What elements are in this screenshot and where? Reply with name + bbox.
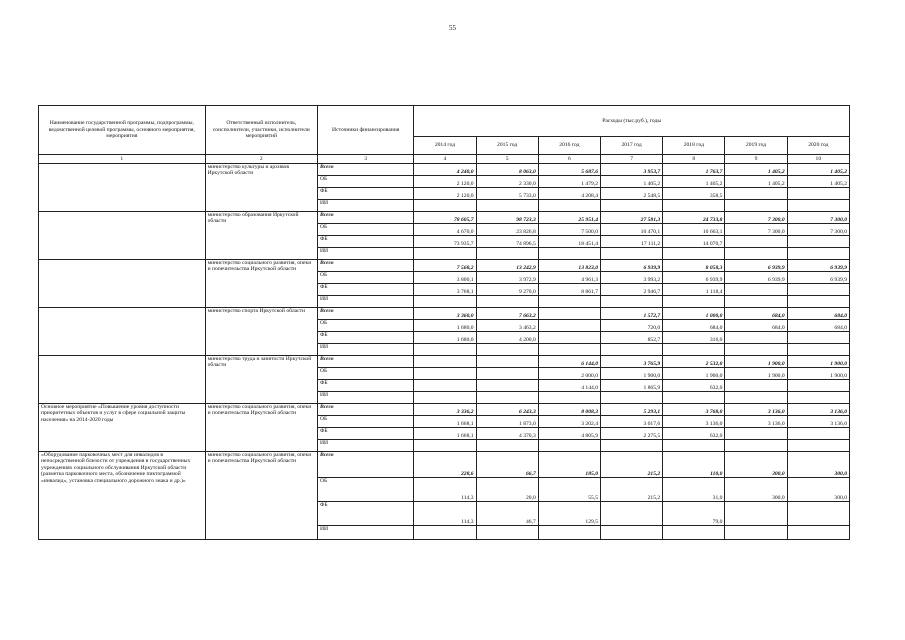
header-year: 2017 год bbox=[601, 137, 663, 155]
amount-cell bbox=[601, 502, 663, 526]
amount-cell bbox=[787, 440, 849, 452]
amount-cell: 7 300,0 bbox=[787, 224, 849, 236]
amount-cell: 3 768,1 bbox=[414, 284, 476, 296]
amount-cell: 74 896,5 bbox=[476, 236, 538, 248]
amount-cell: 684,0 bbox=[725, 308, 787, 320]
amount-cell: 3 993,2 bbox=[601, 272, 663, 284]
amount-cell: 98 723,3 bbox=[476, 212, 538, 224]
amount-cell bbox=[538, 344, 600, 356]
amount-cell bbox=[414, 368, 476, 380]
amount-cell bbox=[414, 392, 476, 404]
amount-cell: 1 405,2 bbox=[663, 176, 725, 188]
amount-cell: 1 680,0 bbox=[414, 332, 476, 344]
amount-cell bbox=[787, 188, 849, 200]
amount-cell: 46,7 bbox=[476, 502, 538, 526]
amount-cell bbox=[538, 332, 600, 344]
amount-cell: 3 136,0 bbox=[787, 404, 849, 416]
funding-source: ОБ bbox=[318, 478, 414, 502]
funding-source: ОБ bbox=[318, 224, 414, 236]
amount-cell: 27 581,3 bbox=[601, 212, 663, 224]
amount-cell: 10 470,1 bbox=[601, 224, 663, 236]
budget-table bbox=[38, 105, 850, 540]
amount-cell bbox=[725, 332, 787, 344]
funding-source: ОБ bbox=[318, 176, 414, 188]
amount-cell bbox=[725, 380, 787, 392]
header-source: Источники финансирования bbox=[318, 106, 414, 155]
amount-cell: 1 405,2 bbox=[725, 164, 787, 176]
funding-source: Всего bbox=[318, 404, 414, 416]
amount-cell: 228,6 bbox=[414, 452, 476, 478]
amount-cell: 8 058,3 bbox=[663, 260, 725, 272]
amount-cell bbox=[414, 380, 476, 392]
column-number: 5 bbox=[476, 155, 538, 164]
funding-source: ИИ bbox=[318, 200, 414, 212]
amount-cell: 5 687,6 bbox=[538, 164, 600, 176]
amount-cell bbox=[414, 344, 476, 356]
amount-cell bbox=[414, 200, 476, 212]
page-number: 55 bbox=[449, 24, 456, 32]
amount-cell bbox=[725, 502, 787, 526]
amount-cell: 2 120,0 bbox=[414, 188, 476, 200]
amount-cell bbox=[601, 296, 663, 308]
amount-cell bbox=[601, 248, 663, 260]
amount-cell bbox=[476, 344, 538, 356]
activity-name bbox=[39, 212, 206, 260]
column-number: 8 bbox=[663, 155, 725, 164]
amount-cell: 3 336,2 bbox=[414, 404, 476, 416]
amount-cell: 3 463,2 bbox=[476, 320, 538, 332]
amount-cell: 1 668,1 bbox=[414, 416, 476, 428]
amount-cell bbox=[601, 440, 663, 452]
amount-cell: 55,5 bbox=[538, 478, 600, 502]
executor-name: министерство социального развития, опеки и попечительства Иркутской области bbox=[205, 260, 317, 308]
amount-cell: 632,0 bbox=[663, 380, 725, 392]
header-year: 2015 год bbox=[476, 137, 538, 155]
amount-cell bbox=[663, 296, 725, 308]
activity-name: Основное мероприятие «Повышение уровня доступности приоритетных объектов и услуг в сфере социальной защиты населения» на 2014-2020 годы bbox=[39, 404, 206, 452]
amount-cell: 6 939,9 bbox=[601, 260, 663, 272]
funding-source: ИИ bbox=[318, 296, 414, 308]
amount-cell: 4 144,0 bbox=[538, 380, 600, 392]
funding-source: ИИ bbox=[318, 248, 414, 260]
amount-cell: 185,0 bbox=[538, 452, 600, 478]
amount-cell: 300,0 bbox=[725, 452, 787, 478]
funding-source: ИИ bbox=[318, 440, 414, 452]
amount-cell bbox=[538, 248, 600, 260]
funding-source: ФБ bbox=[318, 236, 414, 248]
amount-cell: 17 111,2 bbox=[601, 236, 663, 248]
amount-cell: 3 202,4 bbox=[538, 416, 600, 428]
executor-name: министерство культуры и архивов Иркутской области bbox=[205, 164, 317, 212]
amount-cell bbox=[538, 392, 600, 404]
column-number: 2 bbox=[205, 155, 317, 164]
amount-cell: 684,0 bbox=[787, 308, 849, 320]
executor-name: министерство социального развития, опеки и попечительства Иркутской области bbox=[205, 404, 317, 452]
amount-cell: 300,0 bbox=[787, 452, 849, 478]
amount-cell: 215,2 bbox=[601, 478, 663, 502]
amount-cell bbox=[414, 296, 476, 308]
amount-cell: 6 939,9 bbox=[787, 260, 849, 272]
amount-cell: 684,0 bbox=[663, 320, 725, 332]
amount-cell: 5 293,1 bbox=[601, 404, 663, 416]
amount-cell: 110,0 bbox=[663, 452, 725, 478]
amount-cell bbox=[725, 296, 787, 308]
amount-cell: 114,3 bbox=[414, 478, 476, 502]
amount-cell bbox=[476, 380, 538, 392]
amount-cell: 3 136,0 bbox=[663, 416, 725, 428]
amount-cell bbox=[601, 344, 663, 356]
executor-name: министерство труда и занятости Иркутской области bbox=[205, 356, 317, 404]
amount-cell: 3 953,7 bbox=[601, 164, 663, 176]
amount-cell bbox=[787, 296, 849, 308]
funding-source: Всего bbox=[318, 164, 414, 176]
table-row bbox=[39, 308, 850, 320]
amount-cell bbox=[787, 428, 849, 440]
amount-cell: 129,5 bbox=[538, 502, 600, 526]
header-expenses: Расходы (тыс.руб.), годы bbox=[414, 106, 850, 137]
amount-cell: 8 008,3 bbox=[538, 404, 600, 416]
funding-source: ИИ bbox=[318, 344, 414, 356]
amount-cell bbox=[476, 200, 538, 212]
funding-source: ФБ bbox=[318, 428, 414, 440]
amount-cell: 3 136,0 bbox=[725, 404, 787, 416]
table-row bbox=[39, 356, 850, 368]
table-row bbox=[39, 404, 850, 416]
amount-cell: 24 733,8 bbox=[663, 212, 725, 224]
amount-cell: 1 900,0 bbox=[725, 356, 787, 368]
amount-cell: 25 951,4 bbox=[538, 212, 600, 224]
amount-cell: 6 939,9 bbox=[725, 260, 787, 272]
amount-cell: 1 405,2 bbox=[725, 176, 787, 188]
activity-name bbox=[39, 356, 206, 404]
amount-cell bbox=[787, 380, 849, 392]
amount-cell: 1 900,0 bbox=[725, 368, 787, 380]
amount-cell: 4 208,4 bbox=[538, 188, 600, 200]
amount-cell: 18 451,4 bbox=[538, 236, 600, 248]
amount-cell: 632,0 bbox=[663, 428, 725, 440]
amount-cell: 8 063,0 bbox=[476, 164, 538, 176]
amount-cell: 6 939,9 bbox=[663, 272, 725, 284]
amount-cell bbox=[787, 502, 849, 526]
header-year: 2020 год bbox=[787, 137, 849, 155]
amount-cell: 13 823,0 bbox=[538, 260, 600, 272]
amount-cell bbox=[725, 236, 787, 248]
funding-source: ФБ bbox=[318, 332, 414, 344]
activity-name bbox=[39, 260, 206, 308]
amount-cell bbox=[538, 200, 600, 212]
amount-cell: 7 300,0 bbox=[787, 212, 849, 224]
amount-cell: 2 532,0 bbox=[663, 356, 725, 368]
amount-cell: 4 240,0 bbox=[414, 164, 476, 176]
amount-cell: 23 826,8 bbox=[476, 224, 538, 236]
amount-cell: 7 500,0 bbox=[538, 224, 600, 236]
amount-cell: 300,0 bbox=[787, 478, 849, 502]
amount-cell: 9 270,0 bbox=[476, 284, 538, 296]
amount-cell: 4 670,0 bbox=[414, 224, 476, 236]
executor-name: министерство социального развития, опеки и попечительства Иркутской области bbox=[205, 452, 317, 540]
amount-cell bbox=[476, 296, 538, 308]
table-row bbox=[39, 164, 850, 176]
amount-cell: 4 370,3 bbox=[476, 428, 538, 440]
header-name: Наименование государственной программы, подпрограммы, ведомственной целевой программы, основного мероприятия, мероприятия bbox=[39, 106, 206, 155]
amount-cell: 1 873,0 bbox=[476, 416, 538, 428]
funding-source: Всего bbox=[318, 308, 414, 320]
amount-cell: 7 300,0 bbox=[725, 212, 787, 224]
activity-name: «Оборудование парковочных мест для инвалидов в непосредственной близости от учреждения в государственных учреждениях социального обслуживания Иркутской области (разметка парковочного места, обозначение пиктограммой «инвалид», установка специального дорожного знака и др.)» bbox=[39, 452, 206, 540]
amount-cell bbox=[476, 526, 538, 540]
header-executor: Ответственный исполнитель, соисполнители, участники, исполнители мероприятий bbox=[205, 106, 317, 155]
amount-cell bbox=[414, 248, 476, 260]
amount-cell bbox=[663, 440, 725, 452]
amount-cell: 3 136,0 bbox=[725, 416, 787, 428]
amount-cell bbox=[725, 526, 787, 540]
amount-cell: 78 605,7 bbox=[414, 212, 476, 224]
amount-cell: 6 939,9 bbox=[725, 272, 787, 284]
amount-cell bbox=[725, 392, 787, 404]
funding-source: Всего bbox=[318, 260, 414, 272]
amount-cell: 720,0 bbox=[601, 320, 663, 332]
amount-cell bbox=[414, 526, 476, 540]
funding-source: ФБ bbox=[318, 188, 414, 200]
funding-source: ОБ bbox=[318, 368, 414, 380]
amount-cell: 2 946,7 bbox=[601, 284, 663, 296]
amount-cell: 4 805,9 bbox=[538, 428, 600, 440]
amount-cell: 5 733,0 bbox=[476, 188, 538, 200]
amount-cell bbox=[538, 440, 600, 452]
amount-cell: 316,0 bbox=[663, 332, 725, 344]
amount-cell: 3 768,0 bbox=[663, 404, 725, 416]
amount-cell: 215,2 bbox=[601, 452, 663, 478]
amount-cell bbox=[476, 248, 538, 260]
amount-cell: 1 900,0 bbox=[787, 368, 849, 380]
executor-name: министерство спорта Иркутской области bbox=[205, 308, 317, 356]
column-number: 7 bbox=[601, 155, 663, 164]
amount-cell bbox=[787, 284, 849, 296]
amount-cell bbox=[725, 440, 787, 452]
amount-cell bbox=[601, 392, 663, 404]
amount-cell: 8 861,7 bbox=[538, 284, 600, 296]
amount-cell bbox=[476, 368, 538, 380]
amount-cell bbox=[725, 344, 787, 356]
amount-cell: 2 275,5 bbox=[601, 428, 663, 440]
amount-cell: 1 405,2 bbox=[787, 164, 849, 176]
amount-cell: 79,0 bbox=[663, 502, 725, 526]
amount-cell bbox=[787, 236, 849, 248]
amount-cell: 3 017,6 bbox=[601, 416, 663, 428]
amount-cell: 1 865,9 bbox=[601, 380, 663, 392]
funding-source: ИИ bbox=[318, 392, 414, 404]
header-year: 2014 год bbox=[414, 137, 476, 155]
amount-cell: 1 900,0 bbox=[787, 356, 849, 368]
funding-source: Всего bbox=[318, 212, 414, 224]
amount-cell: 3 800,1 bbox=[414, 272, 476, 284]
amount-cell: 852,7 bbox=[601, 332, 663, 344]
amount-cell: 6 939,9 bbox=[787, 272, 849, 284]
amount-cell: 20,0 bbox=[476, 478, 538, 502]
funding-source: ОБ bbox=[318, 320, 414, 332]
amount-cell: 1 668,1 bbox=[414, 428, 476, 440]
activity-name bbox=[39, 164, 206, 212]
amount-cell: 4 961,3 bbox=[538, 272, 600, 284]
amount-cell bbox=[414, 440, 476, 452]
amount-cell bbox=[787, 526, 849, 540]
amount-cell: 3 765,9 bbox=[601, 356, 663, 368]
amount-cell: 66,7 bbox=[476, 452, 538, 478]
amount-cell bbox=[787, 332, 849, 344]
amount-cell: 2 330,0 bbox=[476, 176, 538, 188]
amount-cell: 1 763,7 bbox=[663, 164, 725, 176]
funding-source: ФБ bbox=[318, 502, 414, 526]
amount-cell bbox=[476, 392, 538, 404]
amount-cell: 684,0 bbox=[725, 320, 787, 332]
header-year: 2019 год bbox=[725, 137, 787, 155]
amount-cell: 114,3 bbox=[414, 502, 476, 526]
amount-cell: 3 972,9 bbox=[476, 272, 538, 284]
amount-cell: 358,5 bbox=[663, 188, 725, 200]
column-number: 4 bbox=[414, 155, 476, 164]
amount-cell: 6 243,3 bbox=[476, 404, 538, 416]
amount-cell bbox=[787, 200, 849, 212]
funding-source: ОБ bbox=[318, 416, 414, 428]
amount-cell bbox=[787, 344, 849, 356]
amount-cell: 6 144,0 bbox=[538, 356, 600, 368]
amount-cell bbox=[725, 188, 787, 200]
amount-cell bbox=[725, 248, 787, 260]
amount-cell: 1 680,0 bbox=[414, 320, 476, 332]
funding-source: Всего bbox=[318, 452, 414, 478]
amount-cell bbox=[538, 296, 600, 308]
amount-cell bbox=[601, 526, 663, 540]
amount-cell bbox=[725, 284, 787, 296]
amount-cell: 2 120,0 bbox=[414, 176, 476, 188]
amount-cell: 1 572,7 bbox=[601, 308, 663, 320]
funding-source: ФБ bbox=[318, 284, 414, 296]
column-number: 6 bbox=[538, 155, 600, 164]
amount-cell bbox=[663, 344, 725, 356]
executor-name: министерство образования Иркутской области bbox=[205, 212, 317, 260]
amount-cell: 14 070,7 bbox=[663, 236, 725, 248]
funding-source: ОБ bbox=[318, 272, 414, 284]
amount-cell bbox=[476, 440, 538, 452]
amount-cell bbox=[414, 356, 476, 368]
amount-cell: 1 118,4 bbox=[663, 284, 725, 296]
amount-cell bbox=[601, 200, 663, 212]
amount-cell: 2 548,5 bbox=[601, 188, 663, 200]
amount-cell: 7 568,2 bbox=[414, 260, 476, 272]
amount-cell: 2 000,0 bbox=[538, 368, 600, 380]
amount-cell bbox=[538, 526, 600, 540]
amount-cell bbox=[476, 356, 538, 368]
amount-cell bbox=[663, 526, 725, 540]
amount-cell: 1 479,2 bbox=[538, 176, 600, 188]
amount-cell: 300,0 bbox=[725, 478, 787, 502]
amount-cell: 13 242,9 bbox=[476, 260, 538, 272]
funding-source: ФБ bbox=[318, 380, 414, 392]
amount-cell: 1 900,0 bbox=[601, 368, 663, 380]
amount-cell: 1 405,2 bbox=[787, 176, 849, 188]
amount-cell: 1 000,0 bbox=[663, 308, 725, 320]
amount-cell bbox=[663, 248, 725, 260]
amount-cell: 3 136,0 bbox=[787, 416, 849, 428]
amount-cell: 3 360,0 bbox=[414, 308, 476, 320]
column-number: 10 bbox=[787, 155, 849, 164]
column-number: 3 bbox=[318, 155, 414, 164]
table-row bbox=[39, 260, 850, 272]
amount-cell bbox=[725, 200, 787, 212]
amount-cell bbox=[787, 248, 849, 260]
amount-cell bbox=[663, 392, 725, 404]
amount-cell: 73 935,7 bbox=[414, 236, 476, 248]
amount-cell bbox=[538, 308, 600, 320]
amount-cell bbox=[787, 392, 849, 404]
amount-cell: 7 663,2 bbox=[476, 308, 538, 320]
header-year: 2018 год bbox=[663, 137, 725, 155]
table-row bbox=[39, 452, 850, 478]
table-row bbox=[39, 212, 850, 224]
amount-cell: 4 200,0 bbox=[476, 332, 538, 344]
column-number: 1 bbox=[39, 155, 206, 164]
column-number: 9 bbox=[725, 155, 787, 164]
header-year: 2016 год bbox=[538, 137, 600, 155]
amount-cell bbox=[538, 320, 600, 332]
funding-source: Всего bbox=[318, 356, 414, 368]
amount-cell: 1 405,2 bbox=[601, 176, 663, 188]
amount-cell bbox=[663, 200, 725, 212]
amount-cell: 1 900,0 bbox=[663, 368, 725, 380]
amount-cell bbox=[725, 428, 787, 440]
amount-cell: 684,0 bbox=[787, 320, 849, 332]
amount-cell: 31,0 bbox=[663, 478, 725, 502]
amount-cell: 7 300,0 bbox=[725, 224, 787, 236]
amount-cell: 10 663,1 bbox=[663, 224, 725, 236]
activity-name bbox=[39, 308, 206, 356]
funding-source: ИИ bbox=[318, 526, 414, 540]
